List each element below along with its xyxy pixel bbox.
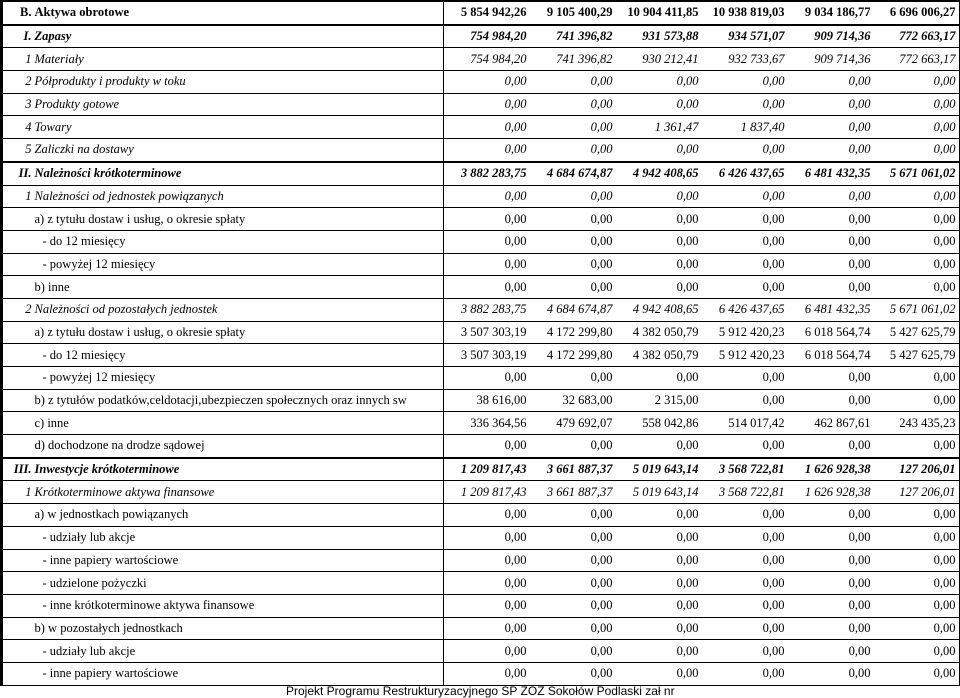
value-cell[interactable]: 0,00	[530, 253, 616, 276]
value-cell[interactable]: 3 661 887,37	[530, 481, 616, 504]
value-cell[interactable]: 5 912 420,23	[702, 344, 788, 367]
value-cell[interactable]: 3 568 722,81	[702, 481, 788, 504]
value-cell[interactable]: 0,00	[788, 230, 874, 253]
value-cell[interactable]: 5 671 061,02	[874, 162, 960, 185]
row-number-cell[interactable]	[2, 321, 34, 344]
value-cell[interactable]: 0,00	[616, 71, 702, 94]
table-row	[2, 526, 960, 549]
row-label-cell[interactable]: Zaliczki na dostawy	[34, 139, 444, 162]
value-cell[interactable]: 0,00	[444, 549, 530, 572]
value-cell[interactable]: 0,00	[444, 93, 530, 116]
row-number-cell[interactable]: B.	[2, 1, 34, 25]
table-row	[2, 344, 960, 367]
table-row	[2, 617, 960, 640]
value-cell[interactable]: 754 984,20	[444, 48, 530, 71]
value-cell[interactable]: 0,00	[788, 367, 874, 390]
row-number-cell[interactable]	[2, 230, 34, 253]
row-number-cell[interactable]: I.	[2, 25, 34, 48]
row-number-cell[interactable]	[2, 435, 34, 458]
value-cell[interactable]: 0,00	[874, 617, 960, 640]
value-cell[interactable]: 0,00	[444, 230, 530, 253]
value-cell[interactable]: 0,00	[874, 526, 960, 549]
value-cell[interactable]: 4 382 050,79	[616, 344, 702, 367]
table-row	[2, 208, 960, 231]
row-label-cell[interactable]: Towary	[34, 116, 444, 139]
row-number-cell[interactable]	[2, 276, 34, 299]
value-cell[interactable]: 0,00	[530, 617, 616, 640]
row-number-cell[interactable]	[2, 253, 34, 276]
value-cell[interactable]: 0,00	[702, 640, 788, 663]
value-cell[interactable]: 462 867,61	[788, 412, 874, 435]
row-number-cell[interactable]	[2, 389, 34, 412]
table-row	[2, 116, 960, 139]
value-cell[interactable]: 5 019 643,14	[616, 458, 702, 481]
value-cell[interactable]: 0,00	[530, 93, 616, 116]
value-cell[interactable]: 0,00	[616, 549, 702, 572]
value-cell[interactable]: 0,00	[788, 276, 874, 299]
value-cell[interactable]: 0,00	[530, 594, 616, 617]
value-cell[interactable]: 0,00	[874, 662, 960, 685]
value-cell[interactable]: 9 105 400,29	[530, 1, 616, 25]
value-cell[interactable]: 0,00	[788, 594, 874, 617]
value-cell[interactable]: 0,00	[616, 208, 702, 231]
value-cell[interactable]: 0,00	[444, 662, 530, 685]
value-cell[interactable]: 127 206,01	[874, 481, 960, 504]
value-cell[interactable]: 6 018 564,74	[788, 321, 874, 344]
value-cell[interactable]: 0,00	[788, 549, 874, 572]
value-cell[interactable]: 0,00	[874, 572, 960, 595]
value-cell[interactable]: 741 396,82	[530, 25, 616, 48]
table-row	[2, 253, 960, 276]
table-row	[2, 276, 960, 299]
value-cell[interactable]: 5 019 643,14	[616, 481, 702, 504]
value-cell[interactable]: 0,00	[444, 435, 530, 458]
row-number-cell[interactable]	[2, 662, 34, 685]
value-cell[interactable]: 0,00	[444, 367, 530, 390]
table-row	[2, 481, 960, 504]
value-cell[interactable]: 0,00	[444, 572, 530, 595]
row-number-cell[interactable]: 4	[2, 116, 34, 139]
row-label-cell[interactable]: - inne krótkoterminowe aktywa finansowe	[34, 594, 444, 617]
value-cell[interactable]: 1 209 817,43	[444, 481, 530, 504]
row-number-cell[interactable]: 3	[2, 93, 34, 116]
value-cell[interactable]: 0,00	[874, 276, 960, 299]
value-cell[interactable]: 0,00	[874, 71, 960, 94]
value-cell[interactable]: 0,00	[444, 504, 530, 527]
value-cell[interactable]: 10 904 411,85	[616, 1, 702, 25]
value-cell[interactable]: 0,00	[616, 253, 702, 276]
value-cell[interactable]: 2 315,00	[616, 389, 702, 412]
table-row	[2, 71, 960, 94]
row-number-cell[interactable]: 1	[2, 185, 34, 208]
value-cell[interactable]: 0,00	[444, 526, 530, 549]
row-label-cell[interactable]: - udzielone pożyczki	[34, 572, 444, 595]
row-label-cell[interactable]: c) inne	[34, 412, 444, 435]
value-cell[interactable]: 6 481 432,35	[788, 298, 874, 321]
value-cell[interactable]: 909 714,36	[788, 25, 874, 48]
value-cell[interactable]: 0,00	[616, 139, 702, 162]
table-row	[2, 230, 960, 253]
value-cell[interactable]: 0,00	[616, 594, 702, 617]
row-label-cell[interactable]: Należności od pozostałych jednostek	[34, 298, 444, 321]
value-cell[interactable]: 0,00	[530, 526, 616, 549]
row-label-cell[interactable]: - udziały lub akcje	[34, 640, 444, 663]
value-cell[interactable]: 0,00	[788, 116, 874, 139]
value-cell[interactable]: 0,00	[530, 139, 616, 162]
row-label-cell[interactable]: b) w pozostałych jednostkach	[34, 617, 444, 640]
table-row	[2, 389, 960, 412]
value-cell[interactable]: 558 042,86	[616, 412, 702, 435]
row-number-cell[interactable]	[2, 412, 34, 435]
value-cell[interactable]: 0,00	[874, 367, 960, 390]
row-label-cell[interactable]: a) z tytułu dostaw i usług, o okresie spłaty	[34, 208, 444, 231]
value-cell[interactable]: 0,00	[702, 435, 788, 458]
value-cell[interactable]: 0,00	[444, 640, 530, 663]
value-cell[interactable]: 931 573,88	[616, 25, 702, 48]
table-row	[2, 367, 960, 390]
value-cell[interactable]: 772 663,17	[874, 48, 960, 71]
row-label-cell[interactable]: Produkty gotowe	[34, 93, 444, 116]
table-row	[2, 572, 960, 595]
value-cell[interactable]: 10 938 819,03	[702, 1, 788, 25]
row-label-cell[interactable]: b) inne	[34, 276, 444, 299]
value-cell[interactable]: 0,00	[702, 139, 788, 162]
value-cell[interactable]: 6 696 006,27	[874, 1, 960, 25]
value-cell[interactable]: 0,00	[874, 504, 960, 527]
page-footer: Projekt Programu Restrukturyzacyjnego SP ZOZ Sokołów Podlaski zał nr	[286, 684, 675, 698]
table-row	[2, 48, 960, 71]
value-cell[interactable]: 0,00	[444, 594, 530, 617]
value-cell[interactable]: 479 692,07	[530, 412, 616, 435]
row-number-cell[interactable]	[2, 549, 34, 572]
row-label-cell[interactable]: - inne papiery wartościowe	[34, 549, 444, 572]
value-cell[interactable]: 4 172 299,80	[530, 344, 616, 367]
value-cell[interactable]: 0,00	[702, 93, 788, 116]
value-cell[interactable]: 0,00	[530, 276, 616, 299]
value-cell[interactable]: 0,00	[874, 93, 960, 116]
value-cell[interactable]: 0,00	[530, 549, 616, 572]
value-cell[interactable]: 3 882 283,75	[444, 162, 530, 185]
row-number-cell[interactable]	[2, 594, 34, 617]
value-cell[interactable]: 1 626 928,38	[788, 458, 874, 481]
value-cell[interactable]: 1 361,47	[616, 116, 702, 139]
row-label-cell[interactable]: b) z tytułów podatków,celdotacji,ubezpieczen społecznych oraz innych sw	[34, 389, 444, 412]
value-cell[interactable]: 0,00	[444, 116, 530, 139]
row-label-cell[interactable]: Krótkoterminowe aktywa finansowe	[34, 481, 444, 504]
value-cell[interactable]: 0,00	[702, 617, 788, 640]
row-number-cell[interactable]	[2, 208, 34, 231]
value-cell[interactable]: 5 854 942,26	[444, 1, 530, 25]
value-cell[interactable]: 0,00	[616, 276, 702, 299]
value-cell[interactable]: 0,00	[874, 230, 960, 253]
value-cell[interactable]: 514 017,42	[702, 412, 788, 435]
value-cell[interactable]: 932 733,67	[702, 48, 788, 71]
value-cell[interactable]: 0,00	[788, 71, 874, 94]
row-number-cell[interactable]	[2, 572, 34, 595]
value-cell[interactable]: 741 396,82	[530, 48, 616, 71]
value-cell[interactable]: 0,00	[444, 208, 530, 231]
value-cell[interactable]: 0,00	[874, 185, 960, 208]
value-cell[interactable]: 909 714,36	[788, 48, 874, 71]
value-cell[interactable]: 6 426 437,65	[702, 298, 788, 321]
value-cell[interactable]: 0,00	[616, 93, 702, 116]
value-cell[interactable]: 0,00	[530, 116, 616, 139]
value-cell[interactable]: 0,00	[788, 640, 874, 663]
table-row	[2, 504, 960, 527]
table-row	[2, 1, 960, 25]
value-cell[interactable]: 0,00	[788, 572, 874, 595]
value-cell[interactable]: 0,00	[874, 389, 960, 412]
value-cell[interactable]: 4 684 674,87	[530, 298, 616, 321]
value-cell[interactable]: 0,00	[874, 435, 960, 458]
value-cell[interactable]: 0,00	[702, 549, 788, 572]
value-cell[interactable]: 5 427 625,79	[874, 344, 960, 367]
value-cell[interactable]: 0,00	[702, 185, 788, 208]
row-label-cell[interactable]: Aktywa obrotowe	[34, 1, 444, 25]
table-row	[2, 594, 960, 617]
value-cell[interactable]: 0,00	[788, 662, 874, 685]
value-cell[interactable]: 0,00	[616, 526, 702, 549]
value-cell[interactable]: 0,00	[788, 617, 874, 640]
value-cell[interactable]: 0,00	[616, 640, 702, 663]
value-cell[interactable]: 0,00	[444, 253, 530, 276]
row-label-cell[interactable]: - powyżej 12 miesięcy	[34, 367, 444, 390]
value-cell[interactable]: 0,00	[444, 276, 530, 299]
value-cell[interactable]: 0,00	[702, 208, 788, 231]
row-label-cell[interactable]: - powyżej 12 miesięcy	[34, 253, 444, 276]
value-cell[interactable]: 0,00	[530, 367, 616, 390]
value-cell[interactable]: 0,00	[530, 185, 616, 208]
value-cell[interactable]: 0,00	[788, 208, 874, 231]
value-cell[interactable]: 0,00	[788, 139, 874, 162]
row-number-cell[interactable]: 2	[2, 298, 34, 321]
value-cell[interactable]: 0,00	[702, 389, 788, 412]
value-cell[interactable]: 772 663,17	[874, 25, 960, 48]
value-cell[interactable]: 3 568 722,81	[702, 458, 788, 481]
row-number-cell[interactable]: 1	[2, 481, 34, 504]
row-number-cell[interactable]: 1	[2, 48, 34, 71]
value-cell[interactable]: 0,00	[616, 367, 702, 390]
table-row	[2, 25, 960, 48]
value-cell[interactable]: 0,00	[616, 185, 702, 208]
value-cell[interactable]: 0,00	[530, 572, 616, 595]
table-row	[2, 298, 960, 321]
value-cell[interactable]: 1 626 928,38	[788, 481, 874, 504]
value-cell[interactable]: 0,00	[702, 526, 788, 549]
value-cell[interactable]: 0,00	[874, 549, 960, 572]
value-cell[interactable]: 5 427 625,79	[874, 321, 960, 344]
row-number-cell[interactable]	[2, 344, 34, 367]
row-label-cell[interactable]: Zapasy	[34, 25, 444, 48]
value-cell[interactable]: 5 671 061,02	[874, 298, 960, 321]
value-cell[interactable]: 0,00	[616, 230, 702, 253]
row-number-cell[interactable]: II.	[2, 162, 34, 185]
value-cell[interactable]: 0,00	[444, 617, 530, 640]
value-cell[interactable]: 0,00	[530, 640, 616, 663]
row-label-cell[interactable]: Materiały	[34, 48, 444, 71]
row-number-cell[interactable]	[2, 367, 34, 390]
value-cell[interactable]: 0,00	[444, 139, 530, 162]
value-cell[interactable]: 5 912 420,23	[702, 321, 788, 344]
value-cell[interactable]: 0,00	[874, 640, 960, 663]
value-cell[interactable]: 0,00	[530, 208, 616, 231]
row-label-cell[interactable]: Inwestycje krótkoterminowe	[34, 458, 444, 481]
value-cell[interactable]: 0,00	[444, 71, 530, 94]
value-cell[interactable]: 0,00	[874, 208, 960, 231]
table-row	[2, 549, 960, 572]
value-cell[interactable]: 0,00	[616, 504, 702, 527]
value-cell[interactable]: 930 212,41	[616, 48, 702, 71]
value-cell[interactable]: 0,00	[788, 253, 874, 276]
value-cell[interactable]: 0,00	[788, 526, 874, 549]
value-cell[interactable]: 0,00	[788, 93, 874, 116]
row-label-cell[interactable]: - inne papiery wartościowe	[34, 662, 444, 685]
row-label-cell[interactable]: - udziały lub akcje	[34, 526, 444, 549]
value-cell[interactable]: 4 942 408,65	[616, 162, 702, 185]
value-cell[interactable]: 6 018 564,74	[788, 344, 874, 367]
value-cell[interactable]: 336 364,56	[444, 412, 530, 435]
value-cell[interactable]: 0,00	[702, 276, 788, 299]
value-cell[interactable]: 0,00	[530, 662, 616, 685]
value-cell[interactable]: 754 984,20	[444, 25, 530, 48]
value-cell[interactable]: 0,00	[788, 435, 874, 458]
row-label-cell[interactable]: a) w jednostkach powiązanych	[34, 504, 444, 527]
value-cell[interactable]: 0,00	[702, 662, 788, 685]
table-row	[2, 139, 960, 162]
value-cell[interactable]: 0,00	[530, 504, 616, 527]
value-cell[interactable]: 0,00	[874, 594, 960, 617]
value-cell[interactable]: 3 507 303,19	[444, 321, 530, 344]
value-cell[interactable]: 0,00	[702, 71, 788, 94]
value-cell[interactable]: 0,00	[788, 389, 874, 412]
row-label-cell[interactable]: d) dochodzone na drodze sądowej	[34, 435, 444, 458]
table-row	[2, 185, 960, 208]
value-cell[interactable]: 0,00	[444, 185, 530, 208]
row-label-cell[interactable]: - do 12 miesięcy	[34, 344, 444, 367]
row-label-cell[interactable]: Półprodukty i produkty w toku	[34, 71, 444, 94]
value-cell[interactable]: 0,00	[616, 435, 702, 458]
value-cell[interactable]: 0,00	[874, 253, 960, 276]
value-cell[interactable]: 243 435,23	[874, 412, 960, 435]
value-cell[interactable]: 0,00	[702, 504, 788, 527]
value-cell[interactable]: 0,00	[702, 572, 788, 595]
table-row	[2, 435, 960, 458]
value-cell[interactable]: 6 481 432,35	[788, 162, 874, 185]
value-cell[interactable]: 0,00	[616, 572, 702, 595]
value-cell[interactable]: 0,00	[530, 71, 616, 94]
value-cell[interactable]: 4 172 299,80	[530, 321, 616, 344]
table-row	[2, 458, 960, 481]
value-cell[interactable]: 127 206,01	[874, 458, 960, 481]
row-label-cell[interactable]: a) z tytułu dostaw i usług, o okresie spłaty	[34, 321, 444, 344]
value-cell[interactable]: 6 426 437,65	[702, 162, 788, 185]
value-cell[interactable]: 3 882 283,75	[444, 298, 530, 321]
value-cell[interactable]: 0,00	[788, 185, 874, 208]
row-number-cell[interactable]	[2, 617, 34, 640]
row-number-cell[interactable]: 2	[2, 71, 34, 94]
value-cell[interactable]: 1 209 817,43	[444, 458, 530, 481]
value-cell[interactable]: 0,00	[874, 139, 960, 162]
value-cell[interactable]: 0,00	[616, 617, 702, 640]
table-row	[2, 412, 960, 435]
value-cell[interactable]: 4 382 050,79	[616, 321, 702, 344]
row-number-cell[interactable]	[2, 504, 34, 527]
table-row	[2, 162, 960, 185]
row-label-cell[interactable]: Należności krótkoterminowe	[34, 162, 444, 185]
row-label-cell[interactable]: - do 12 miesięcy	[34, 230, 444, 253]
value-cell[interactable]: 1 837,40	[702, 116, 788, 139]
table-row	[2, 321, 960, 344]
value-cell[interactable]: 0,00	[702, 230, 788, 253]
table-row	[2, 93, 960, 116]
table-row	[2, 640, 960, 663]
value-cell[interactable]: 9 034 186,77	[788, 1, 874, 25]
table-row	[2, 662, 960, 685]
value-cell[interactable]: 0,00	[702, 253, 788, 276]
value-cell[interactable]: 0,00	[530, 230, 616, 253]
value-cell[interactable]: 3 661 887,37	[530, 458, 616, 481]
value-cell[interactable]: 0,00	[788, 504, 874, 527]
row-number-cell[interactable]	[2, 640, 34, 663]
table-body	[2, 1, 960, 685]
row-number-cell[interactable]: III.	[2, 458, 34, 481]
value-cell[interactable]: 0,00	[702, 367, 788, 390]
value-cell[interactable]: 0,00	[616, 662, 702, 685]
value-cell[interactable]: 4 942 408,65	[616, 298, 702, 321]
value-cell[interactable]: 0,00	[530, 435, 616, 458]
value-cell[interactable]: 38 616,00	[444, 389, 530, 412]
value-cell[interactable]: 3 507 303,19	[444, 344, 530, 367]
row-number-cell[interactable]	[2, 526, 34, 549]
value-cell[interactable]: 32 683,00	[530, 389, 616, 412]
row-number-cell[interactable]: 5	[2, 139, 34, 162]
value-cell[interactable]: 4 684 674,87	[530, 162, 616, 185]
value-cell[interactable]: 0,00	[702, 594, 788, 617]
value-cell[interactable]: 0,00	[874, 116, 960, 139]
row-label-cell[interactable]: Należności od jednostek powiązanych	[34, 185, 444, 208]
value-cell[interactable]: 934 571,07	[702, 25, 788, 48]
